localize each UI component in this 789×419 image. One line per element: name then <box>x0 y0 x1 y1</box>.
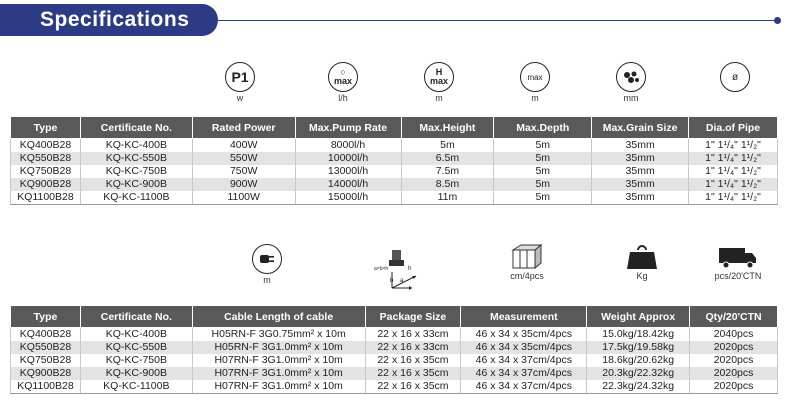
cell: 17.5kg/19.58kg <box>587 341 690 354</box>
cell: 2020pcs <box>690 354 778 367</box>
cell: KQ-KC-750B <box>80 354 192 367</box>
col-header: Dia.of Pipe <box>689 117 778 139</box>
cell: 8000l/h <box>295 139 401 153</box>
cell: 46 x 34 x 35cm/4pcs <box>461 341 587 354</box>
cell: KQ1100B28 <box>11 191 81 205</box>
cell: 6.5m <box>401 152 494 165</box>
cell: KQ-KC-1100B <box>80 191 192 205</box>
cell: 5m <box>494 191 592 205</box>
cell: KQ1100B28 <box>11 380 81 394</box>
section-title: Specifications <box>0 4 218 36</box>
cell: H05RN-F 3G0.75mm² x 10m <box>192 328 365 342</box>
axis-label-h: h <box>408 266 412 272</box>
cell: 5m <box>494 139 592 153</box>
cell: 22 x 16 x 33cm <box>365 341 461 354</box>
pipe-diameter-icon: ø <box>705 62 765 93</box>
col-header: Package Size <box>365 306 461 328</box>
cell: KQ900B28 <box>11 367 81 380</box>
max-depth-icon: max m <box>505 62 565 103</box>
cell: 13000l/h <box>295 165 401 178</box>
cell: 22.3kg/24.32kg <box>587 380 690 394</box>
cell: 22 x 16 x 35cm <box>365 367 461 380</box>
cell: 1" 1¹/₄" 1¹/₂" <box>689 139 778 153</box>
cell: KQ-KC-750B <box>80 165 192 178</box>
cell: 46 x 34 x 35cm/4pcs <box>461 328 587 342</box>
cell: KQ400B28 <box>11 328 81 342</box>
table-row <box>11 341 778 354</box>
cell: 35mm <box>592 191 689 205</box>
cell: KQ-KC-1100B <box>80 380 192 394</box>
cell: 550W <box>192 152 295 165</box>
cell: 22 x 16 x 33cm <box>365 328 461 342</box>
packing-table <box>10 305 778 394</box>
cell: KQ-KC-550B <box>80 341 192 354</box>
cell: 10000l/h <box>295 152 401 165</box>
cell: KQ-KC-400B <box>80 328 192 342</box>
col-header: Certificate No. <box>80 117 192 139</box>
cell: 400W <box>192 139 295 153</box>
cell: 7.5m <box>401 165 494 178</box>
cell: 900W <box>192 178 295 191</box>
cell: 20.3kg/22.32kg <box>587 367 690 380</box>
cell: 11m <box>401 191 494 205</box>
cell: KQ-KC-550B <box>80 152 192 165</box>
cell: KQ750B28 <box>11 354 81 367</box>
cell: 2040pcs <box>690 328 778 342</box>
table-row <box>11 165 778 178</box>
flow-rate-icon: ○ max l/h <box>313 62 373 103</box>
title-divider-dot <box>774 17 781 24</box>
cell: 1" 1¹/₄" 1¹/₂" <box>689 165 778 178</box>
cell: 35mm <box>592 152 689 165</box>
cell: H05RN-F 3G1.0mm² x 10m <box>192 341 365 354</box>
table-row <box>11 380 778 394</box>
cell: 1" 1¹/₄" 1¹/₂" <box>689 191 778 205</box>
cell: 14000l/h <box>295 178 401 191</box>
col-header: Max.Grain Size <box>592 117 689 139</box>
col-header: Max.Pump Rate <box>295 117 401 139</box>
table-row <box>11 178 778 191</box>
cell: KQ750B28 <box>11 165 81 178</box>
table-row <box>11 152 778 165</box>
cell: 18.6kg/20.62kg <box>587 354 690 367</box>
col-header: Measurement <box>461 306 587 328</box>
max-height-icon: H max m <box>409 62 469 103</box>
cell: 22 x 16 x 35cm <box>365 380 461 394</box>
table-row <box>11 139 778 153</box>
cell: 15.0kg/18.42kg <box>587 328 690 342</box>
cell: KQ-KC-900B <box>80 178 192 191</box>
cell: H07RN-F 3G1.0mm² x 10m <box>192 354 365 367</box>
col-header: Max.Depth <box>494 117 592 139</box>
grain-size-icon: mm <box>601 62 661 103</box>
cell: 46 x 34 x 37cm/4pcs <box>461 354 587 367</box>
col-header: Type <box>11 117 81 139</box>
cell: KQ900B28 <box>11 178 81 191</box>
col-header: Max.Height <box>401 117 494 139</box>
table-header-row <box>11 117 778 139</box>
specs-table <box>10 116 778 205</box>
cell: H07RN-F 3G1.0mm² x 10m <box>192 367 365 380</box>
cell: 2020pcs <box>690 367 778 380</box>
col-header: Weight Approx <box>587 306 690 328</box>
cell: KQ-KC-400B <box>80 139 192 153</box>
table-row <box>11 328 778 342</box>
cell: H07RN-F 3G1.0mm² x 10m <box>192 380 365 394</box>
cell: KQ550B28 <box>11 341 81 354</box>
cell: 35mm <box>592 178 689 191</box>
cell: 35mm <box>592 139 689 153</box>
cell: KQ550B28 <box>11 152 81 165</box>
cell: 5m <box>494 178 592 191</box>
weight-icon: Kg <box>612 244 672 281</box>
cell: 5m <box>494 152 592 165</box>
cell: KQ-KC-900B <box>80 367 192 380</box>
cell: 46 x 34 x 37cm/4pcs <box>461 367 587 380</box>
plug-cable-icon: m <box>237 244 297 285</box>
cell: 46 x 34 x 37cm/4pcs <box>461 380 587 394</box>
axis-label-b: b <box>390 278 394 284</box>
axis-label-a: a <box>400 278 404 284</box>
table-row <box>11 191 778 205</box>
cell: 1" 1¹/₄" 1¹/₂" <box>689 152 778 165</box>
package-dimensions-icon: a×b×h h a b <box>370 244 430 290</box>
cell: 5m <box>401 139 494 153</box>
carton-icon: cm/4pcs <box>497 244 557 281</box>
cell: 2020pcs <box>690 341 778 354</box>
col-header: Type <box>11 306 81 328</box>
cell: 35mm <box>592 165 689 178</box>
cell: 5m <box>494 165 592 178</box>
cell: 8.5m <box>401 178 494 191</box>
col-header: Certificate No. <box>80 306 192 328</box>
cell: 750W <box>192 165 295 178</box>
col-header: Qty/20'CTN <box>690 306 778 328</box>
col-header: Cable Length of cable <box>192 306 365 328</box>
cell: 1100W <box>192 191 295 205</box>
table-header-row <box>11 306 778 328</box>
col-header: Rated Power <box>192 117 295 139</box>
table-row <box>11 367 778 380</box>
cell: 1" 1¹/₄" 1¹/₂" <box>689 178 778 191</box>
cell: 15000l/h <box>295 191 401 205</box>
cell: 22 x 16 x 35cm <box>365 354 461 367</box>
cell: KQ400B28 <box>11 139 81 153</box>
table-row <box>11 354 778 367</box>
power-icon: P1 w <box>210 62 270 103</box>
cell: 2020pcs <box>690 380 778 394</box>
truck-icon: pcs/20'CTN <box>708 244 768 281</box>
title-divider <box>218 20 778 21</box>
